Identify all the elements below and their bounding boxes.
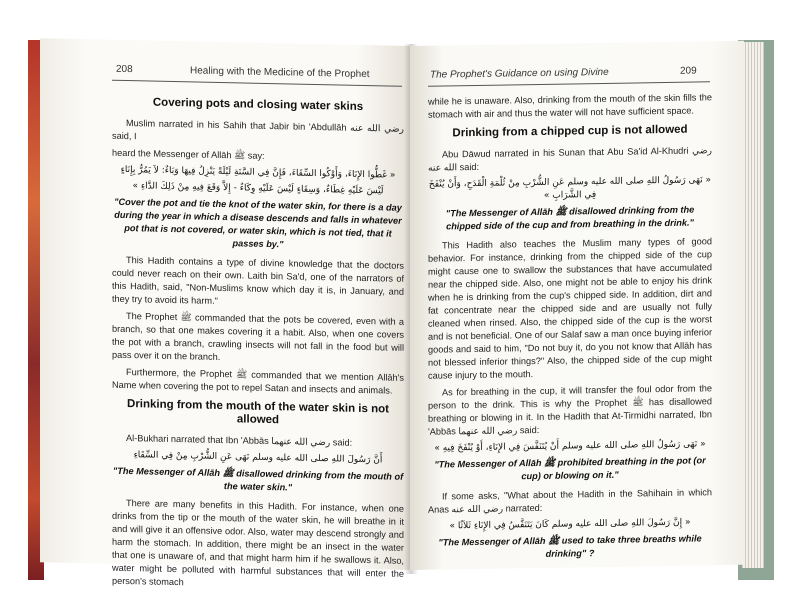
arabic-hadith: « غَطُّوا الإِنَاءَ، وَأَوْكُوا السِّقَاءَ، فَإِنَّ فِي السَّنَةِ لَيْلَةً يَنْزِلُ فِيهَا وَبَاءٌ: لاَ يَمُرُّ بِإِنَاءٍ: [120, 164, 396, 181]
hadith-translation: "The Messenger of Allāh ﷺ used to take three breaths while drinking" ?: [438, 533, 702, 559]
page-number: 208: [116, 63, 133, 76]
right-text-column: [428, 91, 712, 568]
arabic-hadith: « نَهَى رَسُولُ اللهِ صلى الله عليه وسلم أَنْ يُتَنَفَّسَ فِي الإِنَاءِ، أَوْ يُنْفَخَ فِيهِ »: [434, 439, 706, 454]
right-page: [410, 41, 744, 570]
paragraph: There are many benefits in this Hadith. For instance, when one drinks from the tip or the mouth of the water skin, he will breathe in it and will give it an offensive odor. Also, water may descend strongly and harm the stomach. In addition, there might be an insect in the water that one is unaware of, and that might harm him if he swallows it. Also, water might be polluted with harmful substances that will enter the person's stomach: [112, 498, 404, 588]
paragraph: Abu Dāwud narrated in his Sunan that Abu Sa'id Al-Khudri رضي الله عنه said:: [428, 145, 712, 173]
hadith-translation: "The Messenger of Allāh ﷺ disallowed drinking from the chipped side of the cup and from breathing in the drink.": [445, 204, 695, 232]
hadith-translation: "Cover the pot and tie the knot of the water skin, for there is a day during the year in which a disease descends and falls in whatever pot that is not covered, or water skin, which is not tied, that it passes by.": [114, 196, 402, 250]
paragraph: As for breathing in the cup, it will transfer the foul odor from the person to the drink. This is why the Prophet ﷺ has disallowed breathing or blowing in it. In the Hadith that At-Tirmidhi narrated, Ibn 'Abbās رضي الله عنهما said:: [428, 383, 712, 437]
arabic-hadith: « نَهَى رَسُولُ اللهِ صلى الله عليه وسلم عَنِ الشُّرْبِ مِنْ ثُلْمَةِ الْقَدَحِ، وَأَنْ يُنْفَخَ فِي الشَّرَابِ »: [428, 175, 712, 201]
paragraph: This Hadith also teaches the Muslim many types of good behavior. For instance, drinking from the chipped side of the cup might cause one to swallow the substances that have accumulated near the chipped side. Also, one might not be able to enjoy his drink when he is drinking from the cup's chipped side. In addition, dirt and fat concentrate near the chipped side and are usually not fully cleaned when rinsed. Also, the chipped side of the cup is the worst and is not beneficial. One of our Salaf saw a man once buying inferior goods and said to him, "Do not buy it, do you not know that Allāh has not blessed inferior things?" Also, the chipped side of the cup might cause injury to the mouth.: [428, 236, 712, 381]
arabic-hadith: أَنَّ رَسُولَ اللهِ صلى الله عليه وسلم نَهَى عَنِ الشُّرْبِ مِنْ فِي السِّقَاءِ: [133, 450, 383, 466]
left-page: [40, 38, 412, 588]
paragraph: Al-Bukhari narrated that Ibn 'Abbās رضي الله عنهما said:: [126, 433, 353, 448]
page-stack-edges: [742, 42, 764, 568]
paragraph: This Hadith contains a type of divine knowledge that the doctors could never reach on their own. Laith bin Sa'd, one of the narrators of this Hadith, said, "Non-Muslims know which day it is, in January, and they try to avoid its harm.": [112, 255, 404, 306]
paragraph: Muslim narrated in his Sahih that Jabir bin 'Abdullāh رضي الله عنه said, I: [112, 118, 404, 142]
section-heading: Drinking from a chipped cup is not allowed: [452, 123, 688, 140]
section-heading: Drinking from the mouth of the water skin is not allowed: [127, 398, 389, 427]
running-title: Healing with the Medicine of the Prophet: [190, 65, 370, 81]
header-rule: [428, 81, 710, 86]
hadith-translation: "The Messenger of Allāh ﷺ disallowed drinking from the mouth of the water skin.": [112, 465, 404, 493]
hadith-translation: "The Messenger of Allāh ﷺ prohibited breathing in the pot (or cup) or blowing on it.": [434, 455, 706, 482]
running-title: The Prophet's Guidance on using Divine: [430, 66, 609, 81]
paragraph: Furthermore, the Prophet ﷺ commanded that we mention Allāh's Name when covering the pot to repel Satan and insects and animals.: [112, 367, 404, 396]
paragraph: If some asks, "What about the Hadith in the Sahihain in which Anas رضي الله عنه narrated:: [428, 487, 712, 515]
paragraph: heard the Messenger of Allāh ﷺ say:: [112, 147, 265, 161]
paragraph: while he is unaware. Also, drinking from the mouth of the skin fills the stomach with air and thus the water will not have sufficient space.: [428, 92, 712, 120]
page-number: 209: [680, 65, 697, 77]
arabic-hadith: لَيْسَ عَلَيْهِ غِطَاءٌ، وَسِقَاءٍ لَيْسَ عَلَيْهِ وِكَاءٌ - إِلاَّ وَقَعَ فِيهِ مِنْ ذَلِكَ الدَّاءِ »: [132, 181, 384, 197]
paragraph: The Prophet ﷺ commanded that the pots be covered, even with a branch, so that one makes covering it a habit. Also, when one covers the pot with a branch, crawling insects will not fall in the food but will pass over it on the branch.: [112, 311, 404, 362]
left-text-column: [112, 90, 404, 598]
section-heading: Covering pots and closing water skins: [152, 96, 364, 113]
arabic-hadith: « إِنَّ رَسُولَ اللهِ صلى الله عليه وسلم كَانَ يَتَنَفَّسُ فِي الإِنَاءِ ثَلاَثًا »: [449, 517, 691, 532]
header-rule: [112, 80, 402, 87]
